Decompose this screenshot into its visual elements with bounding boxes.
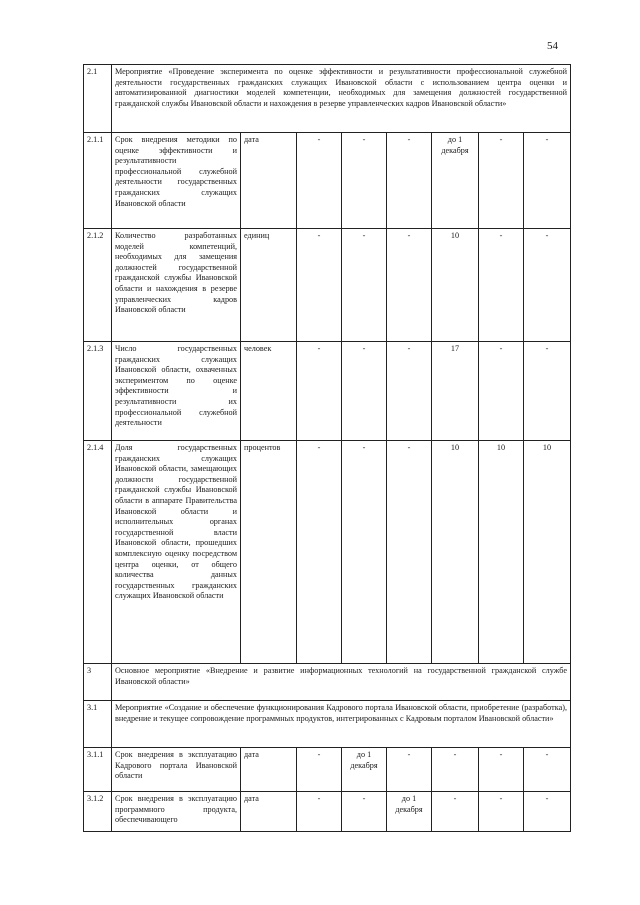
value-cell: - — [524, 792, 571, 832]
value-cell: - — [342, 342, 387, 441]
value-cell: 17 — [432, 342, 479, 441]
indicator-description: Срок внедрения в эксплуатацию программного продукта, обеспечивающего — [112, 792, 241, 832]
table-row — [84, 133, 571, 229]
value-cell: - — [297, 133, 342, 229]
value-cell: 10 — [432, 229, 479, 342]
value-cell: - — [524, 342, 571, 441]
page-number: 54 — [547, 40, 558, 52]
unit-cell: человек — [241, 342, 297, 441]
unit-cell: процентов — [241, 441, 297, 664]
value-cell: - — [297, 342, 342, 441]
table-row — [84, 748, 571, 792]
value-cell: - — [297, 441, 342, 664]
row-number: 2.1.2 — [84, 229, 112, 342]
table-row — [84, 664, 571, 701]
value-cell: - — [479, 748, 524, 792]
value-cell: - — [387, 342, 432, 441]
value-cell: 10 — [479, 441, 524, 664]
value-cell: - — [297, 229, 342, 342]
row-text: Основное мероприятие «Внедрение и развитие информационных технологий на государственной гражданской службе Ивановской области» — [112, 664, 571, 701]
unit-cell: дата — [241, 748, 297, 792]
table-row — [84, 65, 571, 133]
value-cell: - — [479, 229, 524, 342]
table-row — [84, 342, 571, 441]
row-number: 2.1.1 — [84, 133, 112, 229]
value-cell: 10 — [524, 441, 571, 664]
value-cell: - — [342, 229, 387, 342]
value-cell: - — [524, 133, 571, 229]
value-cell: - — [479, 133, 524, 229]
unit-cell: дата — [241, 133, 297, 229]
table-row — [84, 229, 571, 342]
value-cell: до 1 декабря — [432, 133, 479, 229]
value-cell: - — [387, 748, 432, 792]
row-number: 3.1.1 — [84, 748, 112, 792]
value-cell: 10 — [432, 441, 479, 664]
value-cell: - — [297, 748, 342, 792]
value-cell: - — [479, 792, 524, 832]
value-cell: - — [524, 229, 571, 342]
row-number: 3.1 — [84, 701, 112, 748]
unit-cell: дата — [241, 792, 297, 832]
row-number: 2.1 — [84, 65, 112, 133]
value-cell: - — [432, 792, 479, 832]
value-cell: - — [432, 748, 479, 792]
table-row — [84, 792, 571, 832]
value-cell: до 1 декабря — [342, 748, 387, 792]
row-number: 3.1.2 — [84, 792, 112, 832]
indicator-description: Срок внедрения в эксплуатацию Кадрового портала Ивановской области — [112, 748, 241, 792]
value-cell: - — [342, 133, 387, 229]
row-text: Мероприятие «Создание и обеспечение функционирования Кадрового портала Ивановской области, приобретение (разработка), внедрение и текущее сопровождение программных продуктов, интегрированных с Кадровым порталом Ивановской области» — [112, 701, 571, 748]
value-cell: до 1 декабря — [387, 792, 432, 832]
value-cell: - — [524, 748, 571, 792]
indicator-description: Срок внедрения методики по оценке эффективности и результативности профессиональной служебной деятельности государственных гражданских служащих Ивановской области — [112, 133, 241, 229]
row-number: 3 — [84, 664, 112, 701]
value-cell: - — [387, 441, 432, 664]
indicator-description: Количество разработанных моделей компетенций, необходимых для замещения должностей государственной гражданской службы Ивановской области и нахождения в резерве управленческих кадров Ивановской области — [112, 229, 241, 342]
value-cell: - — [387, 229, 432, 342]
indicators-table — [83, 64, 571, 832]
value-cell: - — [479, 342, 524, 441]
value-cell: - — [387, 133, 432, 229]
row-number: 2.1.3 — [84, 342, 112, 441]
unit-cell: единиц — [241, 229, 297, 342]
indicator-description: Доля государственных гражданских служащих Ивановской области, замещающих должности государственной гражданской службы Ивановской области в аппарате Правительства Ивановской области и исполнительных органах государственной власти Ивановской области, прошедших комплексную оценку посредством центра оценки, от общего количества данных государственных гражданских служащих Ивановской области — [112, 441, 241, 664]
table-row — [84, 701, 571, 748]
table-row — [84, 441, 571, 664]
indicator-description: Число государственных гражданских служащих Ивановской области, охваченных экспериментом по оценке эффективности и результативности их профессиональной служебной деятельности — [112, 342, 241, 441]
value-cell: - — [297, 792, 342, 832]
row-text: Мероприятие «Проведение эксперимента по оценке эффективности и результативности профессиональной служебной деятельности государственных гражданских служащих Ивановской области с использованием центра оценки и автоматизированной диагностики моделей компетенции, необходимых для замещения должностей государственной гражданской службы Ивановской области и нахождения в резерве управленческих кадров Ивановской области» — [112, 65, 571, 133]
value-cell: - — [342, 792, 387, 832]
row-number: 2.1.4 — [84, 441, 112, 664]
value-cell: - — [342, 441, 387, 664]
